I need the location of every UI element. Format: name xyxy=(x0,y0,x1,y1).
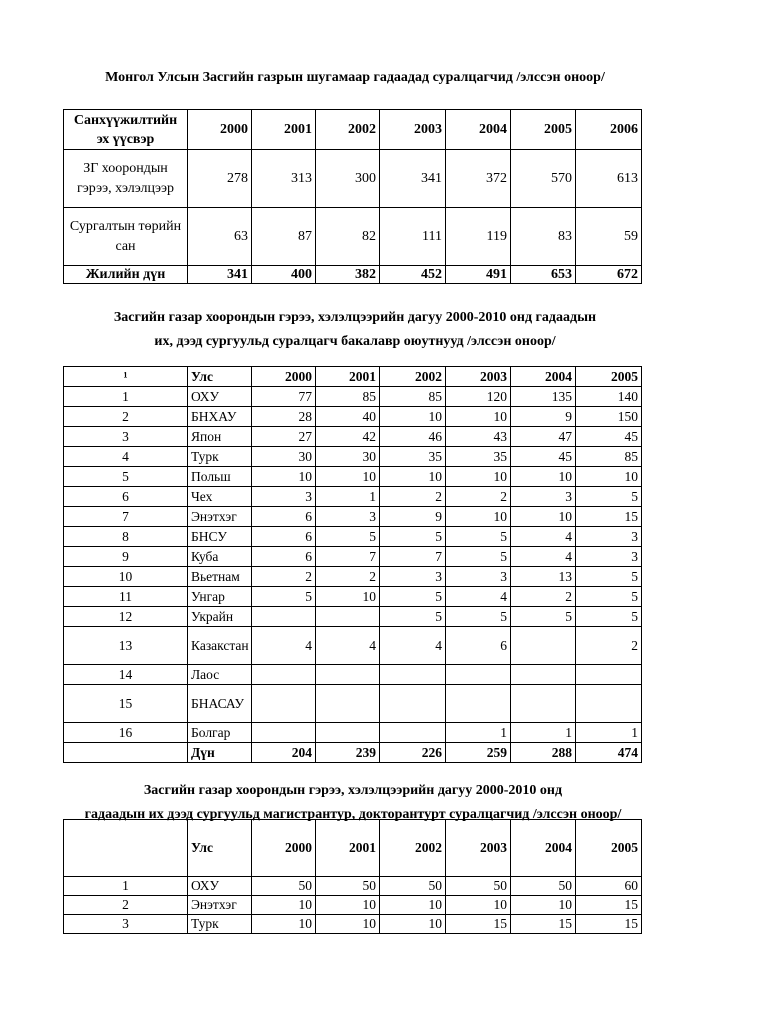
cell-value: 10 xyxy=(252,896,316,915)
cell-value: 45 xyxy=(576,427,642,447)
country-name: Украйн xyxy=(188,607,252,627)
table-row xyxy=(64,547,642,567)
table-row xyxy=(64,150,642,208)
table3-title-line2: гадаадын их дээд сургуульд магистрантур, докторантурт суралцагчид /элссэн оноор/ xyxy=(84,807,622,822)
table1-header-row xyxy=(64,110,642,150)
cell-value: 63 xyxy=(188,208,252,266)
source-header: Санхүүжилтийн эх үүсвэр xyxy=(64,110,188,150)
total-value: 341 xyxy=(188,266,252,284)
cell-value: 4 xyxy=(446,587,511,607)
country-name: Унгар xyxy=(188,587,252,607)
total-index-cell xyxy=(64,743,188,763)
year-header: 2005 xyxy=(576,820,642,877)
table2-title-line1: Засгийн газар хоорондын гэрээ, хэлэлцээрийн дагуу 2000-2010 онд гадаадын xyxy=(113,310,597,325)
cell-value: 5 xyxy=(252,587,316,607)
total-value: 452 xyxy=(380,266,446,284)
cell-value: 5 xyxy=(446,607,511,627)
table-row xyxy=(64,467,642,487)
cell-value: 10 xyxy=(511,467,576,487)
cell-value: 4 xyxy=(316,627,380,665)
row-number: 3 xyxy=(64,427,188,447)
total-value: 474 xyxy=(576,743,642,763)
total-label: Жилийн дүн xyxy=(64,266,188,284)
cell-value: 83 xyxy=(511,208,576,266)
cell-value: 85 xyxy=(576,447,642,467)
table-row xyxy=(64,587,642,607)
table-row xyxy=(64,685,642,723)
cell-value: 7 xyxy=(380,547,446,567)
cell-value: 3 xyxy=(380,567,446,587)
cell-value: 10 xyxy=(511,896,576,915)
cell-value: 1 xyxy=(316,487,380,507)
row-number: 9 xyxy=(64,547,188,567)
cell-value xyxy=(446,685,511,723)
cell-value: 4 xyxy=(380,627,446,665)
row-number: 11 xyxy=(64,587,188,607)
cell-value: 341 xyxy=(380,150,446,208)
table-row xyxy=(64,607,642,627)
row-number: 16 xyxy=(64,723,188,743)
cell-value: 46 xyxy=(380,427,446,447)
year-header: 2003 xyxy=(446,820,511,877)
year-header: 2002 xyxy=(316,110,380,150)
cell-value: 2 xyxy=(511,587,576,607)
cell-value: 82 xyxy=(316,208,380,266)
cell-value: 3 xyxy=(252,487,316,507)
cell-value: 50 xyxy=(380,877,446,896)
country-name: Энэтхэг xyxy=(188,507,252,527)
cell-value: 570 xyxy=(511,150,576,208)
row-number: 15 xyxy=(64,685,188,723)
year-header: 2002 xyxy=(380,820,446,877)
cell-value: 2 xyxy=(380,487,446,507)
cell-value: 313 xyxy=(252,150,316,208)
country-name: Энэтхэг xyxy=(188,896,252,915)
cell-value xyxy=(511,627,576,665)
cell-value: 10 xyxy=(446,407,511,427)
cell-value: 5 xyxy=(446,547,511,567)
row-number: 1 xyxy=(64,877,188,896)
cell-value: 10 xyxy=(446,507,511,527)
cell-value xyxy=(316,607,380,627)
cell-value: 5 xyxy=(576,567,642,587)
cell-value: 5 xyxy=(316,527,380,547)
cell-value: 10 xyxy=(252,915,316,934)
cell-value: 5 xyxy=(576,487,642,507)
row-number: 13 xyxy=(64,627,188,665)
cell-value: 77 xyxy=(252,387,316,407)
total-value: 288 xyxy=(511,743,576,763)
cell-value: 120 xyxy=(446,387,511,407)
country-name: Турк xyxy=(188,447,252,467)
row-number: 8 xyxy=(64,527,188,547)
country-name: Япон xyxy=(188,427,252,447)
cell-value xyxy=(316,723,380,743)
table-row xyxy=(64,407,642,427)
year-header: 2001 xyxy=(316,820,380,877)
total-value: 653 xyxy=(511,266,576,284)
cell-value xyxy=(380,665,446,685)
country-header: Улс xyxy=(188,820,252,877)
table-row xyxy=(64,915,642,934)
row-number: 6 xyxy=(64,487,188,507)
total-value: 400 xyxy=(252,266,316,284)
country-name: Вьетнам xyxy=(188,567,252,587)
table-row xyxy=(64,877,642,896)
cell-value: 30 xyxy=(252,447,316,467)
table-row xyxy=(64,487,642,507)
cell-value: 60 xyxy=(576,877,642,896)
row-number: 2 xyxy=(64,896,188,915)
cell-value: 40 xyxy=(316,407,380,427)
country-name: Болгар xyxy=(188,723,252,743)
year-header: 2001 xyxy=(252,110,316,150)
cell-value: 50 xyxy=(511,877,576,896)
cell-value: 5 xyxy=(380,527,446,547)
year-header: 2002 xyxy=(380,367,446,387)
cell-value: 10 xyxy=(316,896,380,915)
cell-value: 87 xyxy=(252,208,316,266)
cell-value: 45 xyxy=(511,447,576,467)
cell-value: 42 xyxy=(316,427,380,447)
cell-value: 119 xyxy=(446,208,511,266)
cell-value: 10 xyxy=(380,896,446,915)
cell-value: 5 xyxy=(576,607,642,627)
cell-value: 2 xyxy=(252,567,316,587)
cell-value: 10 xyxy=(316,915,380,934)
table-row xyxy=(64,527,642,547)
cell-value xyxy=(511,665,576,685)
cell-value: 5 xyxy=(576,587,642,607)
cell-value: 6 xyxy=(252,507,316,527)
row-number: 10 xyxy=(64,567,188,587)
total-value: 204 xyxy=(252,743,316,763)
cell-value: 3 xyxy=(511,487,576,507)
year-header: 2001 xyxy=(316,367,380,387)
table-row xyxy=(64,567,642,587)
cell-value xyxy=(511,685,576,723)
country-name: Казакстан xyxy=(188,627,252,665)
table-row xyxy=(64,387,642,407)
table-row xyxy=(64,896,642,915)
cell-value: 5 xyxy=(380,607,446,627)
cell-value: 10 xyxy=(380,467,446,487)
table1-title: Монгол Улсын Засгийн газрын шугамаар гадаадад суралцагчид /элссэн оноор/ xyxy=(105,70,605,85)
cell-value xyxy=(576,685,642,723)
cell-value: 50 xyxy=(446,877,511,896)
cell-value: 10 xyxy=(252,467,316,487)
row-number: 2 xyxy=(64,407,188,427)
cell-value: 9 xyxy=(511,407,576,427)
cell-value: 4 xyxy=(511,527,576,547)
cell-value: 10 xyxy=(511,507,576,527)
year-header: 2005 xyxy=(511,110,576,150)
cell-value xyxy=(252,685,316,723)
cell-value: 43 xyxy=(446,427,511,447)
year-header: 2000 xyxy=(252,820,316,877)
country-name: Чех xyxy=(188,487,252,507)
cell-value: 10 xyxy=(446,467,511,487)
index-header: ¹ xyxy=(64,367,188,387)
year-header: 2004 xyxy=(511,820,576,877)
year-header: 2003 xyxy=(380,110,446,150)
cell-value: 3 xyxy=(446,567,511,587)
country-name: Польш xyxy=(188,467,252,487)
cell-value xyxy=(446,665,511,685)
cell-value: 9 xyxy=(380,507,446,527)
cell-value: 135 xyxy=(511,387,576,407)
cell-value: 2 xyxy=(446,487,511,507)
table2-title-line2: их, дээд сургуульд суралцагч бакалавр оюутнууд /элссэн оноор/ xyxy=(154,334,556,349)
cell-value: 6 xyxy=(252,547,316,567)
cell-value: 28 xyxy=(252,407,316,427)
cell-value xyxy=(380,723,446,743)
row-number: 3 xyxy=(64,915,188,934)
total-value: 382 xyxy=(316,266,380,284)
row-number: 4 xyxy=(64,447,188,467)
cell-value: 1 xyxy=(511,723,576,743)
cell-value: 30 xyxy=(316,447,380,467)
cell-value: 3 xyxy=(316,507,380,527)
cell-value: 140 xyxy=(576,387,642,407)
cell-value: 150 xyxy=(576,407,642,427)
row-number: 7 xyxy=(64,507,188,527)
cell-value: 4 xyxy=(511,547,576,567)
cell-value: 6 xyxy=(252,527,316,547)
year-header: 2003 xyxy=(446,367,511,387)
cell-value: 10 xyxy=(576,467,642,487)
total-row xyxy=(64,743,642,763)
row-number: 5 xyxy=(64,467,188,487)
row-label: ЗГ хоорондын гэрээ, хэлэлцээр xyxy=(64,150,188,208)
cell-value xyxy=(252,665,316,685)
table-row xyxy=(64,665,642,685)
table-row xyxy=(64,723,642,743)
year-header: 2004 xyxy=(511,367,576,387)
cell-value xyxy=(316,665,380,685)
total-value: 259 xyxy=(446,743,511,763)
country-name: ОХУ xyxy=(188,877,252,896)
table-row xyxy=(64,447,642,467)
cell-value: 2 xyxy=(316,567,380,587)
country-header: Улс xyxy=(188,367,252,387)
cell-value: 10 xyxy=(316,587,380,607)
cell-value xyxy=(316,685,380,723)
year-header: 2000 xyxy=(252,367,316,387)
country-name: Куба xyxy=(188,547,252,567)
cell-value: 111 xyxy=(380,208,446,266)
total-value: 672 xyxy=(576,266,642,284)
index-header xyxy=(64,820,188,877)
row-number: 12 xyxy=(64,607,188,627)
cell-value: 59 xyxy=(576,208,642,266)
cell-value: 15 xyxy=(576,896,642,915)
table3-header-row xyxy=(64,820,642,877)
table2-title xyxy=(60,306,650,354)
cell-value: 2 xyxy=(576,627,642,665)
cell-value: 50 xyxy=(316,877,380,896)
cell-value: 278 xyxy=(188,150,252,208)
table2-header-row xyxy=(64,367,642,387)
cell-value: 15 xyxy=(446,915,511,934)
total-label: Дүн xyxy=(188,743,252,763)
cell-value xyxy=(252,607,316,627)
cell-value: 6 xyxy=(446,627,511,665)
cell-value: 47 xyxy=(511,427,576,447)
table-row xyxy=(64,627,642,665)
cell-value: 10 xyxy=(446,896,511,915)
cell-value: 15 xyxy=(576,915,642,934)
cell-value: 1 xyxy=(576,723,642,743)
year-header: 2000 xyxy=(188,110,252,150)
year-header: 2004 xyxy=(446,110,511,150)
cell-value: 85 xyxy=(316,387,380,407)
total-value: 239 xyxy=(316,743,380,763)
cell-value: 13 xyxy=(511,567,576,587)
row-number: 1 xyxy=(64,387,188,407)
row-label: Сургалтын төрийн сан xyxy=(64,208,188,266)
cell-value: 3 xyxy=(576,527,642,547)
graduate-students-table xyxy=(63,819,642,934)
cell-value: 5 xyxy=(446,527,511,547)
total-value: 491 xyxy=(446,266,511,284)
cell-value: 10 xyxy=(316,467,380,487)
cell-value: 4 xyxy=(252,627,316,665)
cell-value: 27 xyxy=(252,427,316,447)
table-row xyxy=(64,427,642,447)
cell-value: 7 xyxy=(316,547,380,567)
table-row xyxy=(64,507,642,527)
cell-value: 300 xyxy=(316,150,380,208)
funding-source-table xyxy=(63,109,642,284)
cell-value xyxy=(252,723,316,743)
country-name: Турк xyxy=(188,915,252,934)
cell-value: 372 xyxy=(446,150,511,208)
cell-value: 5 xyxy=(380,587,446,607)
table3-title-line1: Засгийн газар хоорондын гэрээ, хэлэлцээрийн дагуу 2000-2010 онд xyxy=(143,783,563,798)
cell-value: 5 xyxy=(511,607,576,627)
cell-value: 10 xyxy=(380,915,446,934)
cell-value: 3 xyxy=(576,547,642,567)
cell-value: 15 xyxy=(576,507,642,527)
cell-value: 35 xyxy=(446,447,511,467)
country-name: Лаос xyxy=(188,665,252,685)
row-number: 14 xyxy=(64,665,188,685)
cell-value: 10 xyxy=(380,407,446,427)
cell-value xyxy=(380,685,446,723)
bachelor-students-table xyxy=(63,366,642,763)
cell-value: 85 xyxy=(380,387,446,407)
total-row xyxy=(64,266,642,284)
country-name: ОХУ xyxy=(188,387,252,407)
cell-value: 1 xyxy=(446,723,511,743)
year-header: 2005 xyxy=(576,367,642,387)
year-header: 2006 xyxy=(576,110,642,150)
cell-value: 613 xyxy=(576,150,642,208)
total-value: 226 xyxy=(380,743,446,763)
table-row xyxy=(64,208,642,266)
country-name: БНАСАУ xyxy=(188,685,252,723)
country-name: БНХАУ xyxy=(188,407,252,427)
cell-value: 35 xyxy=(380,447,446,467)
country-name: БНСУ xyxy=(188,527,252,547)
cell-value xyxy=(576,665,642,685)
cell-value: 15 xyxy=(511,915,576,934)
cell-value: 50 xyxy=(252,877,316,896)
